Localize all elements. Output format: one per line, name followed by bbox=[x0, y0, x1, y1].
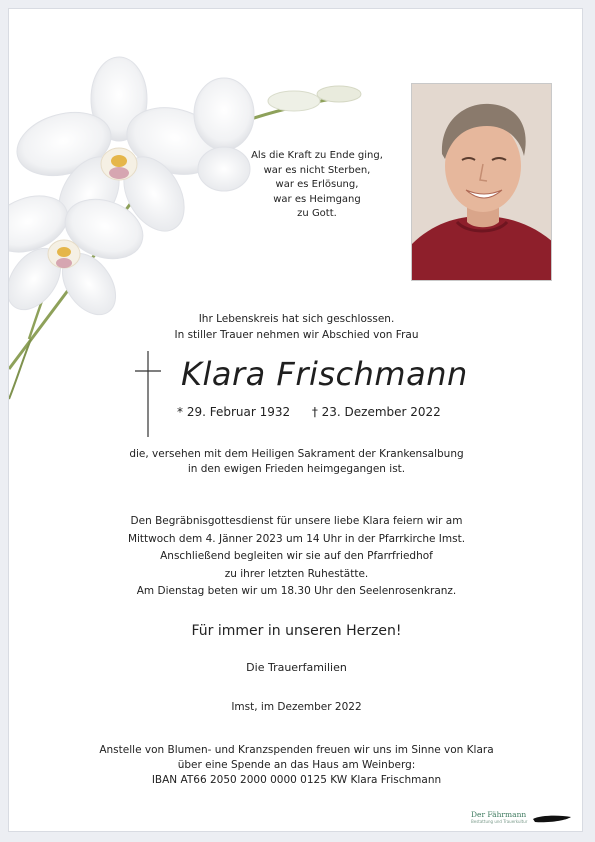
funeral-details bbox=[9, 513, 583, 601]
cross-icon bbox=[133, 351, 163, 437]
donation-line: Anstelle von Blumen- und Kranzspenden freuen wir uns im Sinne von Klara bbox=[99, 744, 494, 756]
donation-text bbox=[9, 743, 583, 788]
sacrament-line: die, versehen mit dem Heiligen Sakrament der Krankensalbung bbox=[129, 448, 464, 460]
death-date: 23. Dezember 2022 bbox=[321, 405, 441, 419]
poem-line: war es Erlösung, bbox=[275, 179, 359, 190]
logo-title: Der Fährmann bbox=[471, 810, 527, 819]
portrait-photo bbox=[411, 83, 552, 281]
intro-line: Ihr Lebenskreis hat sich geschlossen. bbox=[198, 313, 395, 325]
boat-brush-icon bbox=[531, 813, 573, 825]
funeral-line: Mittwoch dem 4. Jänner 2023 um 14 Uhr in der Pfarrkirche Imst. bbox=[127, 532, 466, 545]
poem-line: Als die Kraft zu Ende ging, bbox=[251, 150, 383, 161]
birth-symbol: * bbox=[177, 405, 183, 419]
life-dates bbox=[177, 405, 507, 419]
poem bbox=[237, 149, 397, 222]
death-symbol: † bbox=[311, 405, 318, 419]
sacrament-line: in den ewigen Frieden heimgegangen ist. bbox=[187, 463, 406, 475]
place-date: Imst, im Dezember 2022 bbox=[231, 701, 362, 713]
forever-heading: Für immer in unseren Herzen! bbox=[191, 623, 402, 639]
funeral-home-logo bbox=[471, 810, 571, 832]
funeral-line: Den Begräbnisgottesdienst für unsere liebe Klara feiern wir am bbox=[130, 515, 463, 527]
intro-text bbox=[9, 311, 583, 343]
birth-date: 29. Februar 1932 bbox=[186, 405, 291, 419]
logo-subtitle: Bestattung und Trauerkultur bbox=[471, 819, 528, 824]
poem-line: war es nicht Sterben, bbox=[263, 164, 371, 176]
funeral-line: Anschließend begleiten wir sie auf den Pfarrfriedhof bbox=[160, 550, 433, 562]
intro-line: In stiller Trauer nehmen wir Abschied von Frau bbox=[174, 329, 419, 341]
donation-line: IBAN AT66 2050 2000 0000 0125 KW Klara Frischmann bbox=[151, 774, 442, 786]
poem-line: zu Gott. bbox=[297, 208, 337, 219]
portrait-illustration bbox=[412, 84, 552, 281]
funeral-line: Am Dienstag beten wir um 18.30 Uhr den Seelenrosenkranz. bbox=[136, 585, 457, 597]
families-signature: Die Trauerfamilien bbox=[246, 661, 347, 674]
funeral-line: zu ihrer letzten Ruhestätte. bbox=[224, 567, 369, 580]
deceased-name: Klara Frischmann bbox=[181, 355, 468, 393]
sacrament-text bbox=[9, 447, 583, 477]
donation-line: über eine Spende an das Haus am Weinberg: bbox=[177, 759, 416, 771]
obituary-card bbox=[8, 8, 583, 832]
poem-line: war es Heimgang bbox=[273, 193, 361, 205]
